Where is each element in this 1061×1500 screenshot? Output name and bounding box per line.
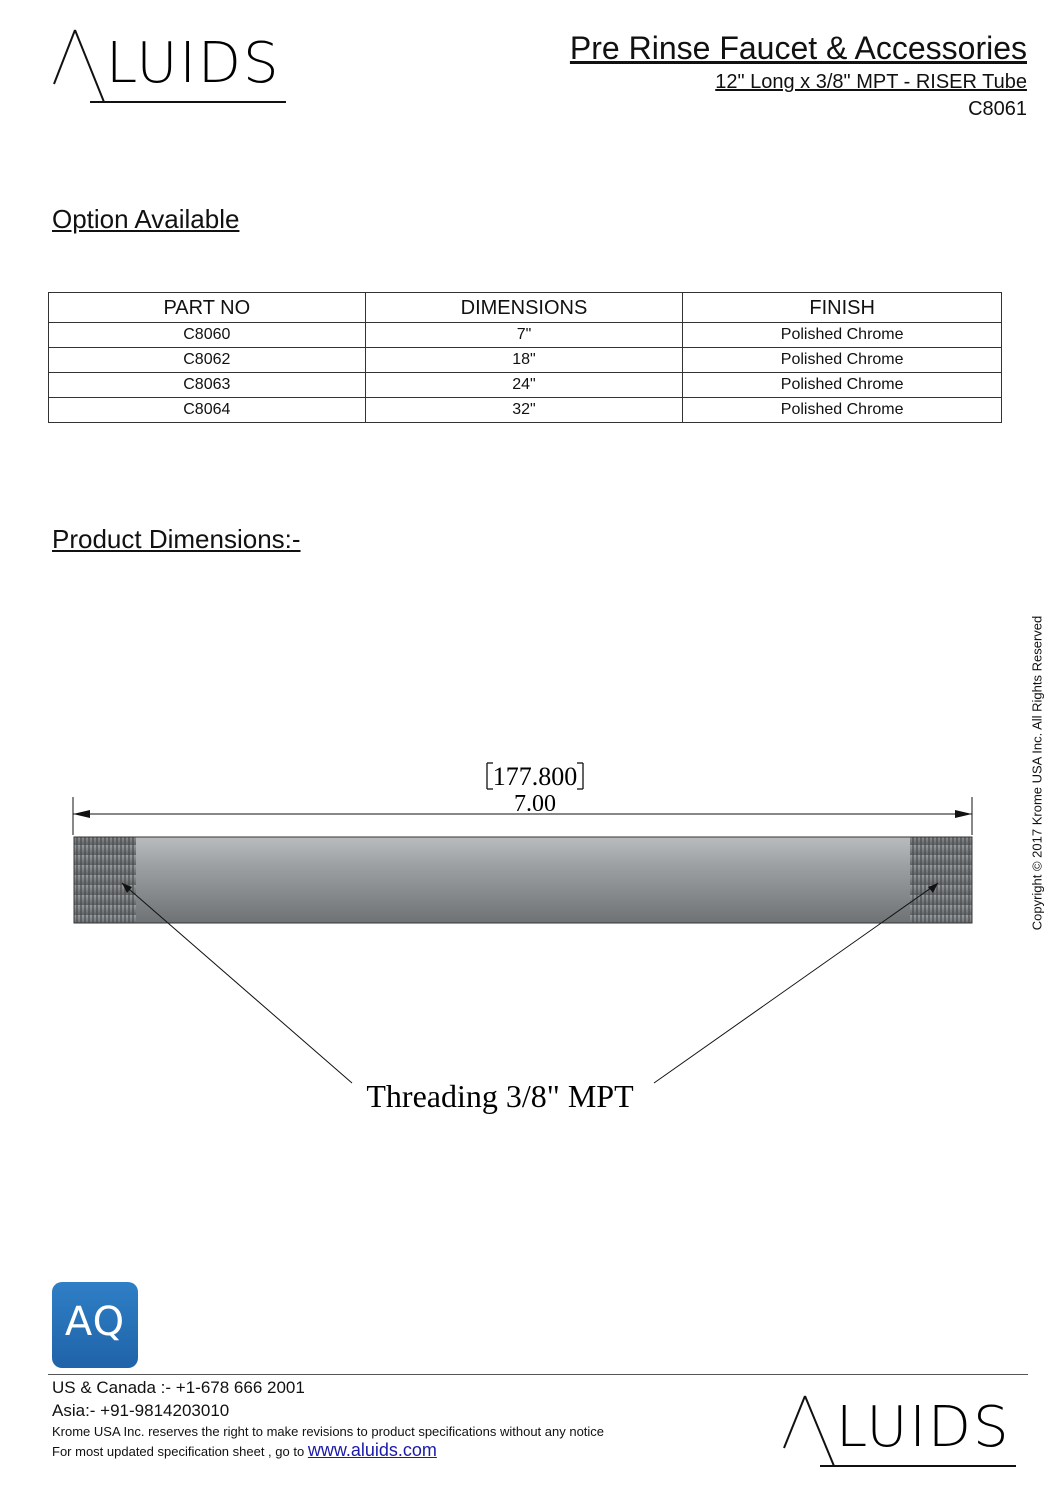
riser-tube-drawing — [60, 755, 990, 1125]
document-title: Pre Rinse Faucet & Accessories — [569, 30, 1027, 66]
cell-finish: Polished Chrome — [683, 373, 1002, 398]
options-heading: Option Available — [52, 204, 240, 234]
aq-badge-icon — [52, 1282, 138, 1368]
cell-part-no: C8063 — [49, 373, 366, 398]
left-thread — [74, 837, 136, 923]
table-header-row — [49, 293, 1002, 323]
table-row — [49, 373, 1002, 398]
copyright-text: Copyright © 2017 Krome USA Inc. All Rights Reserved — [1029, 615, 1045, 931]
phone-asia: Asia:- +91-9814203010 — [52, 1401, 230, 1420]
column-header-finish: FINISH — [683, 293, 1002, 323]
right-thread — [910, 837, 972, 923]
document-header — [570, 28, 1027, 122]
cell-part-no: C8060 — [49, 323, 366, 348]
copyright-notice — [1026, 598, 1048, 948]
logo-wordmark-footer: LUIDS — [836, 1395, 1011, 1460]
part-number: C8061 — [968, 98, 1027, 120]
spec-sheet-prefix: For most updated specification sheet , go to — [52, 1444, 305, 1459]
riser-tube — [74, 837, 972, 923]
dimension-label — [487, 762, 583, 817]
cell-dimension: 32" — [365, 398, 683, 423]
footer-divider — [48, 1374, 1028, 1375]
cell-dimension: 7" — [365, 323, 683, 348]
cell-dimension: 18" — [365, 348, 683, 373]
column-header-part-no: PART NO — [49, 293, 366, 323]
thread-callout: Threading 3/8" MPT — [366, 1078, 634, 1114]
dimension-mm: 177.800 — [492, 762, 578, 791]
cell-finish: Polished Chrome — [683, 348, 1002, 373]
cell-finish: Polished Chrome — [683, 398, 1002, 423]
logo-wordmark: LUIDS — [106, 31, 281, 96]
website-link[interactable]: www.aluids.com — [307, 1440, 437, 1460]
aluids-logo — [48, 22, 288, 104]
dimension-inch: 7.00 — [514, 791, 556, 817]
column-header-dimensions: DIMENSIONS — [365, 293, 683, 323]
cell-part-no: C8064 — [49, 398, 366, 423]
table-row — [49, 323, 1002, 348]
cell-dimension: 24" — [365, 373, 683, 398]
revision-notice: Krome USA Inc. reserves the right to make revisions to product specifications without any notice — [52, 1424, 605, 1439]
table-row — [49, 348, 1002, 373]
table-row — [49, 398, 1002, 423]
cell-part-no: C8062 — [49, 348, 366, 373]
phone-us-canada: US & Canada :- +1-678 666 2001 — [52, 1378, 305, 1397]
document-subtitle: 12" Long x 3/8" MPT - RISER Tube — [715, 71, 1027, 93]
product-dimensions-heading: Product Dimensions:- — [52, 524, 301, 554]
options-table — [48, 292, 1002, 423]
cell-finish: Polished Chrome — [683, 323, 1002, 348]
aq-badge-label: AQ — [64, 1299, 126, 1345]
spec-sheet-line — [52, 1440, 437, 1461]
aluids-logo-footer — [778, 1388, 1018, 1468]
